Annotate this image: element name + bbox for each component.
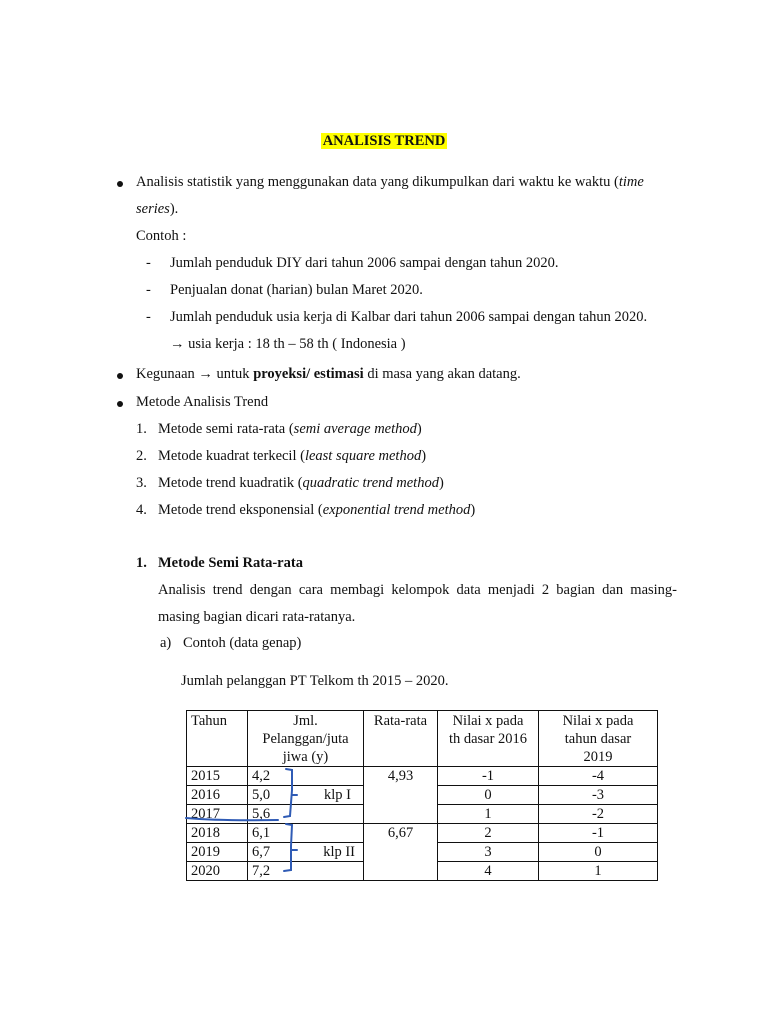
cell-tahun: 2018 [187, 824, 248, 843]
cell-x2016: 1 [438, 805, 539, 824]
method-item: Metode trend eksponensial (exponential trend method) [158, 502, 476, 518]
example-dash: - [146, 255, 151, 271]
sub-text: Contoh (data genap) [183, 635, 302, 651]
cell-y: 6,7 klp II [248, 843, 364, 862]
header-x-2019: Nilai x pada tahun dasar 2019 [539, 711, 658, 767]
method-item: Metode kuadrat terkecil (least square method) [158, 448, 427, 464]
cell-x2019: -4 [539, 767, 658, 786]
usia-kerja-note: → usia kerja : 18 th – 58 th ( Indonesia ) [170, 336, 406, 352]
cell-x2016: 4 [438, 862, 539, 881]
cell-tahun: 2019 [187, 843, 248, 862]
method-item: Metode semi rata-rata (semi average method) [158, 421, 422, 437]
bullet-icon [117, 181, 123, 187]
example-item: Jumlah penduduk DIY dari tahun 2006 sampai dengan tahun 2020. [170, 255, 559, 271]
method-number: 3. [136, 475, 147, 491]
example-dash: - [146, 282, 151, 298]
cell-y: 4,2 [248, 767, 364, 786]
cell-x2019: 0 [539, 843, 658, 862]
table-row [187, 767, 658, 786]
table-row [187, 824, 658, 843]
kegunaan-line: Kegunaan → untuk proyeksi/ estimasi di masa yang akan datang. [136, 366, 521, 382]
cell-x2016: 2 [438, 824, 539, 843]
bullet1-line1: Analisis statistik yang menggunakan data yang dikumpulkan dari waktu ke waktu (time [136, 174, 644, 190]
cell-y: 6,1 [248, 824, 364, 843]
cell-y: 5,0 klp I [248, 786, 364, 805]
page-title: ANALISIS TREND [322, 133, 446, 149]
cell-y: 5,6 [248, 805, 364, 824]
table-header-row [187, 711, 658, 767]
section-number: 1. [136, 555, 147, 571]
method-item: Metode trend kuadratik (quadratic trend method) [158, 475, 444, 491]
bullet-icon [117, 401, 123, 407]
section-heading: Metode Semi Rata-rata [158, 555, 303, 571]
header-jml: Jml. Pelanggan/juta jiwa (y) [248, 711, 364, 767]
method-number: 4. [136, 502, 147, 518]
group-label: klp II [323, 844, 355, 860]
cell-x2016: 3 [438, 843, 539, 862]
example-dash: - [146, 309, 151, 325]
cell-x2019: 1 [539, 862, 658, 881]
method-number: 2. [136, 448, 147, 464]
example-item: Jumlah penduduk usia kerja di Kalbar dari tahun 2006 sampai dengan tahun 2020. [170, 309, 648, 325]
cell-x2019: -1 [539, 824, 658, 843]
data-table [186, 710, 658, 881]
cell-tahun: 2020 [187, 862, 248, 881]
cell-y: 7,2 [248, 862, 364, 881]
section-paragraph-line2: masing bagian dicari rata-ratanya. [158, 609, 356, 625]
cell-rata-rata: 6,67 [364, 824, 438, 881]
header-rata-rata: Rata-rata [364, 711, 438, 767]
cell-tahun: 2016 [187, 786, 248, 805]
bullet-icon [117, 373, 123, 379]
cell-x2019: -3 [539, 786, 658, 805]
sub-label: a) [160, 635, 172, 651]
metode-heading: Metode Analisis Trend [136, 394, 269, 410]
cell-x2019: -2 [539, 805, 658, 824]
cell-rata-rata: 4,93 [364, 767, 438, 824]
cell-x2016: -1 [438, 767, 539, 786]
cell-tahun: 2017 [187, 805, 248, 824]
table-caption: Jumlah pelanggan PT Telkom th 2015 – 2020. [181, 673, 449, 689]
cell-x2016: 0 [438, 786, 539, 805]
example-item: Penjualan donat (harian) bulan Maret 2020. [170, 282, 423, 298]
header-tahun: Tahun [187, 711, 248, 767]
section-paragraph-line1: Analisis trend dengan cara membagi kelompok data menjadi 2 bagian dan masing- [158, 582, 677, 598]
method-number: 1. [136, 421, 147, 437]
group-label: klp I [324, 787, 351, 803]
cell-tahun: 2015 [187, 767, 248, 786]
header-x-2016: Nilai x pada th dasar 2016 [438, 711, 539, 767]
contoh-label: Contoh : [136, 228, 187, 244]
bullet1-line2: series). [136, 201, 179, 217]
